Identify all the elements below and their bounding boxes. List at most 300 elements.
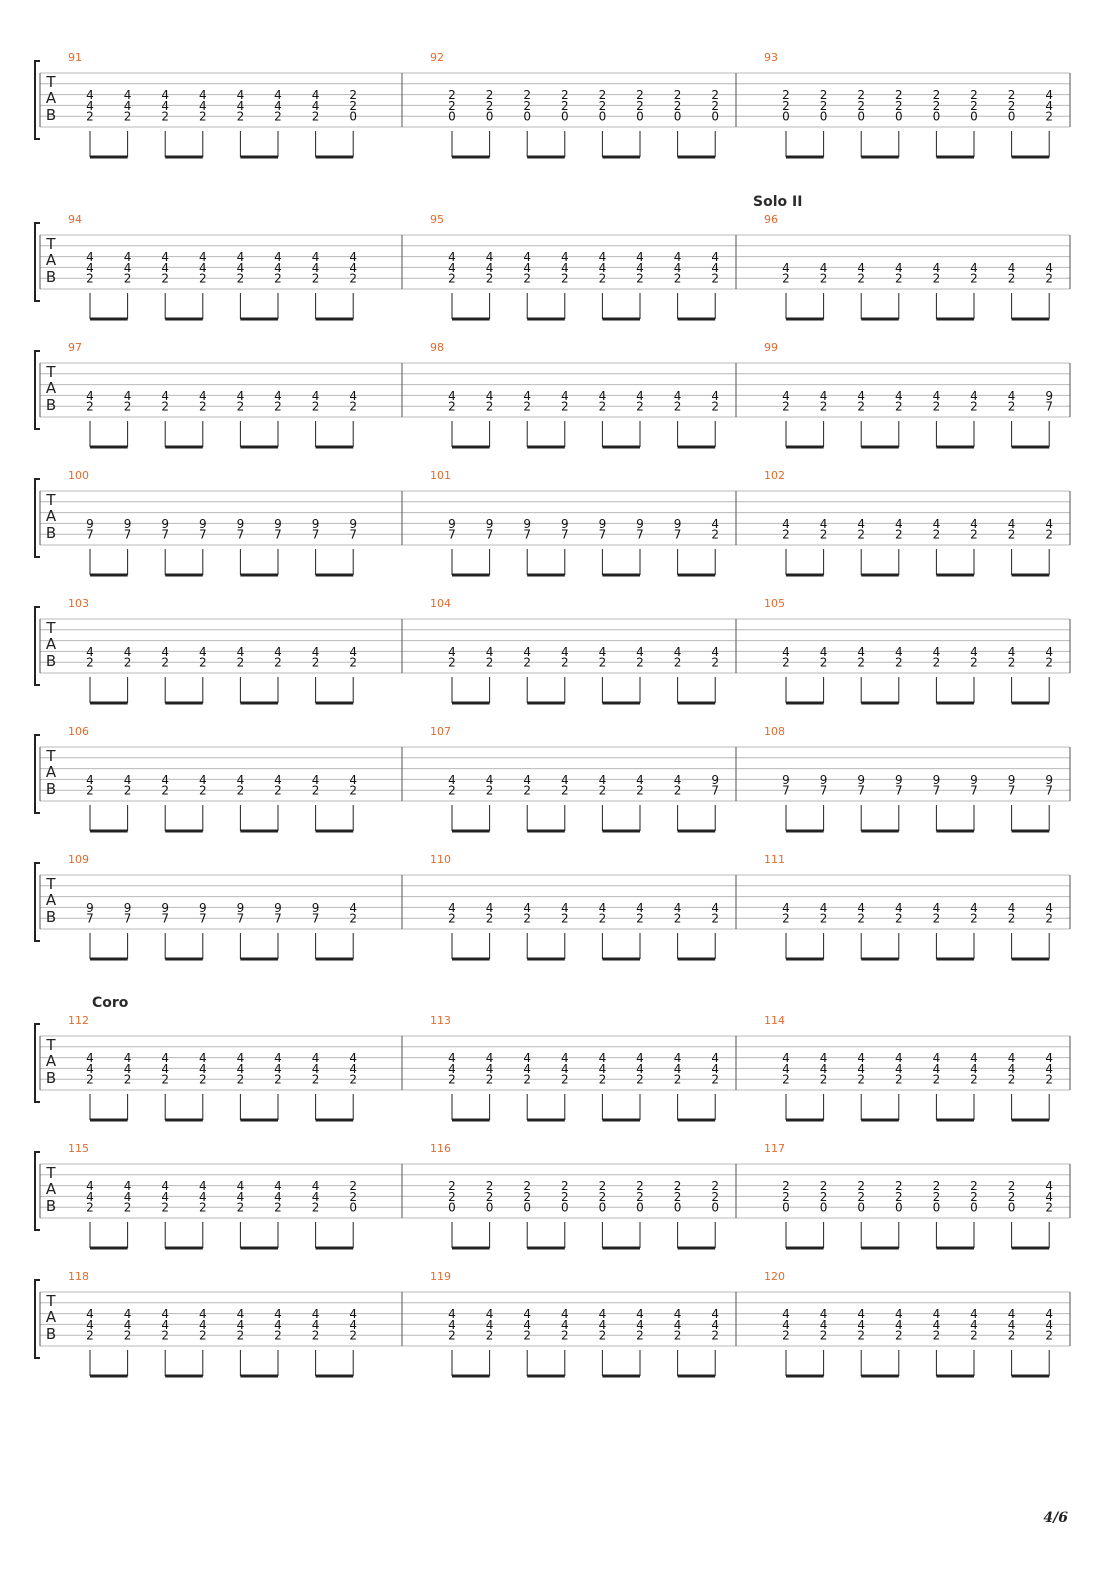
fret-number: 2 (274, 271, 282, 286)
fret-number: 4 (1007, 1061, 1016, 1076)
system-bracket (35, 735, 40, 813)
fret-number: 4 (636, 250, 644, 265)
fret-number: 9 (349, 516, 358, 531)
fret-number: 2 (86, 783, 94, 798)
fret-number: 4 (236, 260, 245, 275)
fret-number: 2 (448, 783, 456, 798)
fret-number: 2 (598, 655, 607, 670)
fret-number: 2 (932, 1072, 941, 1087)
fret-number: 4 (311, 250, 320, 265)
fret-number: 4 (123, 644, 132, 659)
fret-number: 4 (274, 1189, 282, 1204)
fret-number: 2 (711, 527, 720, 542)
fret-number: 2 (970, 911, 978, 926)
fret-number: 4 (598, 1051, 607, 1066)
fret-number: 2 (198, 783, 207, 798)
measure-number: 111 (764, 853, 785, 866)
fret-number: 9 (161, 516, 170, 531)
fret-number: 4 (123, 1307, 132, 1322)
fret-number: 4 (311, 88, 320, 103)
fret-number: 2 (932, 98, 941, 113)
measure (68, 469, 357, 575)
fret-number: 7 (1007, 783, 1016, 798)
fret-number: 4 (123, 260, 132, 275)
system-bracket (35, 223, 40, 301)
system-bracket (35, 479, 40, 557)
fret-number: 4 (932, 260, 941, 275)
measure-number: 95 (430, 213, 444, 226)
fret-number: 4 (857, 260, 866, 275)
fret-number: 9 (560, 516, 569, 531)
fret-number: 7 (236, 911, 245, 926)
fret-number: 2 (349, 911, 358, 926)
fret-number: 2 (560, 783, 569, 798)
fret-number: 2 (448, 88, 456, 103)
fret-number: 4 (349, 900, 358, 915)
fret-number: 0 (560, 1200, 569, 1215)
measure (764, 725, 1053, 831)
fret-number: 2 (86, 109, 94, 124)
fret-number: 4 (857, 900, 866, 915)
fret-number: 2 (711, 1328, 720, 1343)
fret-number: 2 (123, 783, 132, 798)
fret-number: 4 (198, 1307, 207, 1322)
fret-number: 4 (970, 900, 978, 915)
measure-number: 108 (764, 725, 785, 738)
fret-number: 0 (673, 1200, 682, 1215)
fret-number: 4 (86, 388, 94, 403)
fret-number: 4 (349, 250, 358, 265)
fret-number: 4 (932, 900, 941, 915)
fret-number: 2 (970, 1179, 978, 1194)
fret-number: 0 (970, 109, 978, 124)
fret-number: 2 (673, 783, 682, 798)
tab-clef-letter: A (45, 1180, 57, 1198)
fret-number: 4 (1045, 260, 1054, 275)
fret-number: 2 (1045, 271, 1054, 286)
fret-number: 4 (274, 772, 282, 787)
tab-clef-letter: A (45, 891, 57, 909)
fret-number: 2 (236, 783, 245, 798)
measure (430, 213, 719, 319)
fret-number: 2 (673, 88, 682, 103)
fret-number: 2 (485, 98, 494, 113)
fret-number: 2 (819, 1328, 828, 1343)
fret-number: 2 (894, 1179, 903, 1194)
fret-number: 2 (1045, 911, 1054, 926)
fret-number: 2 (932, 271, 941, 286)
fret-number: 4 (86, 1307, 94, 1322)
fret-number: 4 (782, 1061, 790, 1076)
fret-number: 2 (523, 399, 532, 414)
fret-number: 2 (448, 655, 456, 670)
fret-number: 4 (523, 1051, 532, 1066)
fret-number: 4 (1045, 516, 1054, 531)
fret-number: 7 (161, 911, 170, 926)
fret-number: 4 (598, 250, 607, 265)
fret-number: 2 (782, 271, 790, 286)
fret-number: 4 (711, 388, 720, 403)
tab-clef-letter: T (46, 73, 56, 91)
fret-number: 2 (198, 1072, 207, 1087)
measure (430, 853, 719, 959)
fret-number: 4 (857, 516, 866, 531)
fret-number: 2 (1007, 1328, 1016, 1343)
fret-number: 4 (274, 1307, 282, 1322)
fret-number: 4 (673, 1307, 682, 1322)
fret-number: 2 (636, 1189, 644, 1204)
fret-number: 4 (349, 388, 358, 403)
measure-number: 110 (430, 853, 451, 866)
fret-number: 4 (236, 250, 245, 265)
fret-number: 2 (857, 88, 866, 103)
fret-number: 2 (485, 655, 494, 670)
fret-number: 2 (448, 98, 456, 113)
fret-number: 2 (349, 88, 358, 103)
fret-number: 4 (636, 388, 644, 403)
fret-number: 2 (1007, 527, 1016, 542)
tab-system (35, 194, 1070, 319)
fret-number: 4 (349, 1307, 358, 1322)
fret-number: 2 (86, 655, 94, 670)
fret-number: 4 (86, 1061, 94, 1076)
fret-number: 4 (1045, 1051, 1054, 1066)
fret-number: 9 (274, 900, 282, 915)
fret-number: 2 (598, 783, 607, 798)
fret-number: 4 (311, 260, 320, 275)
fret-number: 4 (161, 88, 170, 103)
tab-system (35, 853, 1070, 959)
fret-number: 2 (123, 655, 132, 670)
fret-number: 4 (782, 388, 790, 403)
fret-number: 9 (86, 516, 94, 531)
fret-number: 4 (274, 1317, 282, 1332)
fret-number: 0 (448, 1200, 456, 1215)
fret-number: 4 (782, 516, 790, 531)
fret-number: 4 (274, 1061, 282, 1076)
fret-number: 2 (598, 1179, 607, 1194)
fret-number: 4 (819, 644, 828, 659)
fret-number: 4 (349, 1051, 358, 1066)
fret-number: 2 (236, 1328, 245, 1343)
fret-number: 4 (894, 516, 903, 531)
fret-number: 4 (711, 1061, 720, 1076)
measure (68, 1142, 357, 1248)
fret-number: 4 (274, 250, 282, 265)
fret-number: 2 (523, 1179, 532, 1194)
fret-number: 2 (86, 1072, 94, 1087)
fret-number: 4 (673, 900, 682, 915)
fret-number: 4 (349, 1061, 358, 1076)
fret-number: 2 (970, 1189, 978, 1204)
measure-number: 101 (430, 469, 451, 482)
fret-number: 2 (311, 655, 320, 670)
fret-number: 4 (86, 1179, 94, 1194)
fret-number: 2 (560, 271, 569, 286)
fret-number: 4 (198, 1061, 207, 1076)
tab-clef-letter: B (45, 524, 57, 542)
measure (430, 1014, 719, 1120)
fret-number: 4 (932, 516, 941, 531)
fret-number: 2 (274, 655, 282, 670)
fret-number: 2 (448, 271, 456, 286)
fret-number: 4 (123, 1061, 132, 1076)
fret-number: 2 (673, 271, 682, 286)
fret-number: 4 (894, 388, 903, 403)
fret-number: 2 (894, 527, 903, 542)
fret-number: 4 (123, 98, 132, 113)
fret-number: 9 (236, 516, 245, 531)
fret-number: 4 (673, 1317, 682, 1332)
measure (68, 725, 357, 831)
tab-clef-letter: T (46, 363, 56, 381)
fret-number: 2 (236, 109, 245, 124)
fret-number: 2 (485, 1072, 494, 1087)
fret-number: 2 (1007, 271, 1016, 286)
fret-number: 2 (894, 911, 903, 926)
fret-number: 4 (311, 1179, 320, 1194)
measure (68, 213, 357, 319)
fret-number: 4 (236, 1179, 245, 1194)
fret-number: 2 (819, 88, 828, 103)
fret-number: 4 (485, 260, 494, 275)
fret-number: 4 (448, 1061, 456, 1076)
fret-number: 2 (86, 399, 94, 414)
fret-number: 4 (598, 388, 607, 403)
fret-number: 4 (636, 1307, 644, 1322)
tab-clef-letter: B (45, 1069, 57, 1087)
fret-number: 2 (523, 271, 532, 286)
fret-number: 2 (598, 1328, 607, 1343)
fret-number: 2 (819, 655, 828, 670)
fret-number: 2 (598, 88, 607, 103)
fret-number: 4 (448, 260, 456, 275)
measure (430, 341, 719, 447)
tab-clef-letter: A (45, 763, 57, 781)
fret-number: 4 (236, 388, 245, 403)
system-bracket (35, 863, 40, 941)
tab-clef-letter: T (46, 235, 56, 253)
fret-number: 4 (970, 516, 978, 531)
measure (764, 341, 1053, 447)
fret-number: 4 (485, 644, 494, 659)
fret-number: 9 (711, 772, 720, 787)
fret-number: 4 (560, 644, 569, 659)
fret-number: 4 (894, 644, 903, 659)
tab-clef-letter: A (45, 507, 57, 525)
fret-number: 4 (819, 1061, 828, 1076)
fret-number: 2 (161, 1200, 170, 1215)
fret-number: 2 (970, 1328, 978, 1343)
tab-clef-letter: T (46, 1292, 56, 1310)
fret-number: 2 (1007, 98, 1016, 113)
fret-number: 4 (1007, 260, 1016, 275)
fret-number: 2 (636, 271, 644, 286)
fret-number: 2 (636, 783, 644, 798)
fret-number: 4 (236, 1051, 245, 1066)
measure (764, 213, 1053, 319)
fret-number: 0 (636, 1200, 644, 1215)
fret-number: 4 (523, 250, 532, 265)
fret-number: 4 (236, 1317, 245, 1332)
fret-number: 4 (932, 1061, 941, 1076)
system-bracket (35, 1280, 40, 1358)
fret-number: 7 (711, 783, 720, 798)
fret-number: 4 (1007, 388, 1016, 403)
fret-number: 4 (894, 1051, 903, 1066)
fret-number: 2 (819, 271, 828, 286)
fret-number: 2 (857, 1072, 866, 1087)
fret-number: 4 (311, 1307, 320, 1322)
measure (764, 469, 1053, 575)
fret-number: 2 (198, 399, 207, 414)
fret-number: 4 (448, 772, 456, 787)
fret-number: 9 (311, 900, 320, 915)
fret-number: 4 (970, 1307, 978, 1322)
fret-number: 2 (485, 271, 494, 286)
fret-number: 2 (560, 399, 569, 414)
fret-number: 4 (198, 772, 207, 787)
fret-number: 2 (161, 1328, 170, 1343)
fret-number: 9 (970, 772, 978, 787)
measure-number: 93 (764, 51, 778, 64)
fret-number: 4 (161, 388, 170, 403)
fret-number: 2 (236, 399, 245, 414)
fret-number: 4 (1045, 88, 1054, 103)
measure (68, 51, 357, 157)
fret-number: 4 (274, 1179, 282, 1194)
fret-number: 0 (1007, 109, 1016, 124)
system-bracket (35, 607, 40, 685)
fret-number: 2 (448, 1328, 456, 1343)
fret-number: 4 (123, 772, 132, 787)
fret-number: 2 (560, 1072, 569, 1087)
fret-number: 2 (857, 1328, 866, 1343)
section-label: Coro (92, 995, 129, 1011)
fret-number: 4 (161, 1061, 170, 1076)
fret-number: 2 (894, 98, 903, 113)
fret-number: 4 (819, 388, 828, 403)
fret-number: 2 (560, 88, 569, 103)
fret-number: 2 (932, 399, 941, 414)
tab-system (35, 51, 1070, 157)
measure-number: 107 (430, 725, 451, 738)
fret-number: 2 (819, 911, 828, 926)
fret-number: 0 (857, 1200, 866, 1215)
fret-number: 7 (970, 783, 978, 798)
fret-number: 9 (161, 900, 170, 915)
fret-number: 2 (1045, 527, 1054, 542)
fret-number: 2 (198, 1200, 207, 1215)
fret-number: 2 (523, 911, 532, 926)
measure-number: 120 (764, 1270, 785, 1283)
page-number: 4/6 (1043, 1510, 1068, 1526)
fret-number: 2 (123, 109, 132, 124)
fret-number: 4 (1007, 1317, 1016, 1332)
fret-number: 4 (598, 900, 607, 915)
fret-number: 7 (857, 783, 866, 798)
fret-number: 2 (598, 1072, 607, 1087)
fret-number: 2 (782, 399, 790, 414)
tab-clef-letter: B (45, 396, 57, 414)
fret-number: 0 (894, 1200, 903, 1215)
fret-number: 2 (636, 88, 644, 103)
fret-number: 4 (311, 1189, 320, 1204)
fret-number: 4 (311, 1061, 320, 1076)
fret-number: 4 (673, 1061, 682, 1076)
fret-number: 2 (673, 399, 682, 414)
fret-number: 4 (894, 1061, 903, 1076)
fret-number: 0 (349, 109, 358, 124)
fret-number: 2 (711, 399, 720, 414)
system-bracket (35, 61, 40, 139)
fret-number: 2 (673, 1189, 682, 1204)
fret-number: 2 (636, 399, 644, 414)
fret-number: 4 (161, 1179, 170, 1194)
measure-number: 99 (764, 341, 778, 354)
fret-number: 2 (932, 527, 941, 542)
fret-number: 2 (894, 271, 903, 286)
fret-number: 4 (711, 1317, 720, 1332)
fret-number: 2 (349, 399, 358, 414)
fret-number: 0 (560, 109, 569, 124)
fret-number: 7 (523, 527, 532, 542)
fret-number: 4 (236, 1061, 245, 1076)
fret-number: 4 (485, 1307, 494, 1322)
measure-number: 103 (68, 597, 89, 610)
fret-number: 0 (485, 1200, 494, 1215)
fret-number: 2 (711, 1179, 720, 1194)
fret-number: 2 (485, 1179, 494, 1194)
system-bracket (35, 1152, 40, 1230)
fret-number: 2 (894, 1072, 903, 1087)
fret-number: 4 (274, 88, 282, 103)
fret-number: 2 (236, 271, 245, 286)
measure-number: 100 (68, 469, 89, 482)
fret-number: 4 (894, 1307, 903, 1322)
fret-number: 4 (236, 88, 245, 103)
measure-number: 97 (68, 341, 82, 354)
fret-number: 2 (123, 399, 132, 414)
fret-number: 2 (598, 399, 607, 414)
fret-number: 4 (485, 900, 494, 915)
fret-number: 4 (523, 1061, 532, 1076)
tab-clef-letter: B (45, 1197, 57, 1215)
fret-number: 4 (782, 260, 790, 275)
fret-number: 4 (349, 644, 358, 659)
fret-number: 2 (448, 911, 456, 926)
fret-number: 7 (198, 911, 207, 926)
fret-number: 9 (311, 516, 320, 531)
fret-number: 4 (523, 1317, 532, 1332)
fret-number: 7 (86, 911, 94, 926)
fret-number: 4 (161, 98, 170, 113)
fret-number: 4 (857, 1061, 866, 1076)
fret-number: 2 (485, 1328, 494, 1343)
fret-number: 7 (311, 911, 320, 926)
fret-number: 2 (673, 98, 682, 113)
fret-number: 2 (636, 1179, 644, 1194)
fret-number: 4 (782, 1307, 790, 1322)
fret-number: 2 (711, 1189, 720, 1204)
fret-number: 4 (598, 1061, 607, 1076)
fret-number: 4 (349, 260, 358, 275)
measure (68, 1270, 357, 1376)
tab-clef-letter: B (45, 652, 57, 670)
fret-number: 2 (970, 399, 978, 414)
tab-clef-letter: A (45, 1308, 57, 1326)
fret-number: 4 (598, 260, 607, 275)
